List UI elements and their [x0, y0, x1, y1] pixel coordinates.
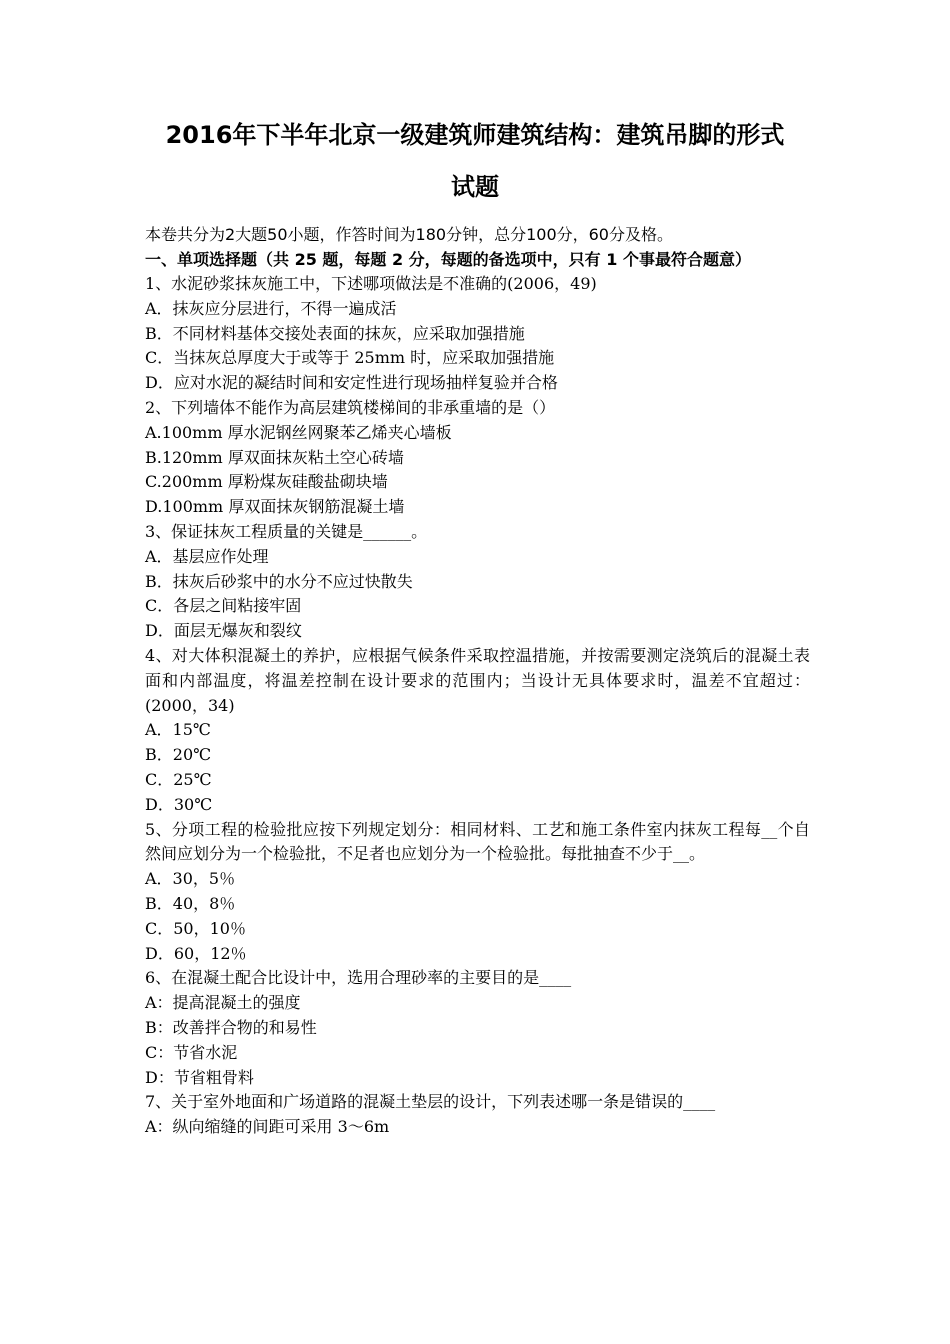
question-block: [145, 1090, 810, 1140]
question-option: D．60，12％: [145, 943, 247, 963]
question-option: A.100mm 厚水泥钢丝网聚苯乙烯夹心墙板: [145, 422, 452, 442]
question-stem: 6、在混凝土配合比设计中，选用合理砂率的主要目的是____: [145, 968, 572, 988]
question-option: C：节省水泥: [145, 1042, 238, 1062]
question-stem: 3、保证抹灰工程质量的关键是______。: [145, 521, 428, 541]
question-option: C．50，10％: [145, 918, 246, 938]
question-stem: 5、分项工程的检验批应按下列规定划分：相同材料、工艺和施工条件室内抹灰工程每__个自然间应划分为一个检验批，不足者也应划分为一个检验批。每批抽查不少于__。: [145, 819, 810, 864]
question-option: D：节省粗骨料: [145, 1067, 254, 1087]
question-stem: 1、水泥砂浆抹灰施工中，下述哪项做法是不准确的(2006，49): [145, 274, 597, 293]
question-block: [145, 396, 810, 520]
document-title-line-2: 试题: [451, 173, 499, 201]
question-option: D．30℃: [145, 794, 213, 814]
question-stem: 4、对大体积混凝土的养护，应根据气候条件采取控温措施，并按需要测定浇筑后的混凝土表面和内部温度，将温差控制在设计要求的范围内；当设计无具体要求时，温差不宜超过：(2000，34): [145, 645, 810, 715]
document-body: [145, 222, 810, 1140]
document-title-line-1: 2016年下半年北京一级建筑师建筑结构：建筑吊脚的形式: [165, 121, 785, 149]
question-option: B：改善拌合物的和易性: [145, 1017, 317, 1037]
question-option: B．不同材料基体交接处表面的抹灰，应采取加强措施: [145, 323, 525, 343]
question-option: A．30，5％: [145, 869, 236, 889]
question-option: B.120mm 厚双面抹灰粘土空心砖墙: [145, 447, 404, 467]
question-option: C．各层之间粘接牢固: [145, 596, 302, 616]
question-option: A：纵向缩缝的间距可采用 3～6m: [145, 1117, 390, 1137]
question-option: C.200mm 厚粉煤灰硅酸盐砌块墙: [145, 472, 388, 492]
question-option: A．基层应作处理: [145, 546, 269, 566]
question-block: [145, 272, 810, 396]
section-heading: 一、单项选择题（共 25 题，每题 2 分，每题的备选项中，只有 1 个事最符合题意）: [145, 250, 751, 269]
question-option: A：提高混凝土的强度: [145, 993, 301, 1013]
question-option: D.100mm 厚双面抹灰钢筋混凝土墙: [145, 497, 405, 517]
question-block: [145, 520, 810, 644]
question-option: B．40，8％: [145, 893, 236, 913]
question-block: [145, 966, 810, 1090]
question-option: D．面层无爆灰和裂纹: [145, 621, 302, 641]
question-stem: 2、下列墙体不能作为高层建筑楼梯间的非承重墙的是（）: [145, 397, 556, 417]
question-option: B．20℃: [145, 745, 212, 765]
question-option: C．25℃: [145, 769, 212, 789]
question-block: [145, 644, 810, 818]
question-option: D．应对水泥的凝结时间和安定性进行现场抽样复验并合格: [145, 373, 558, 393]
question-option: A．抹灰应分层进行，不得一遍成活: [145, 298, 397, 318]
question-option: C．当抹灰总厚度大于或等于 25mm 时，应采取加强措施: [145, 348, 555, 368]
question-option: A．15℃: [145, 720, 211, 740]
question-stem: 7、关于室外地面和广场道路的混凝土垫层的设计，下列表述哪一条是错误的____: [145, 1092, 716, 1112]
exam-intro: 本卷共分为2大题50小题，作答时间为180分钟，总分100分，60分及格。: [145, 225, 673, 244]
question-option: B．抹灰后砂浆中的水分不应过快散失: [145, 571, 413, 591]
question-block: [145, 818, 810, 967]
